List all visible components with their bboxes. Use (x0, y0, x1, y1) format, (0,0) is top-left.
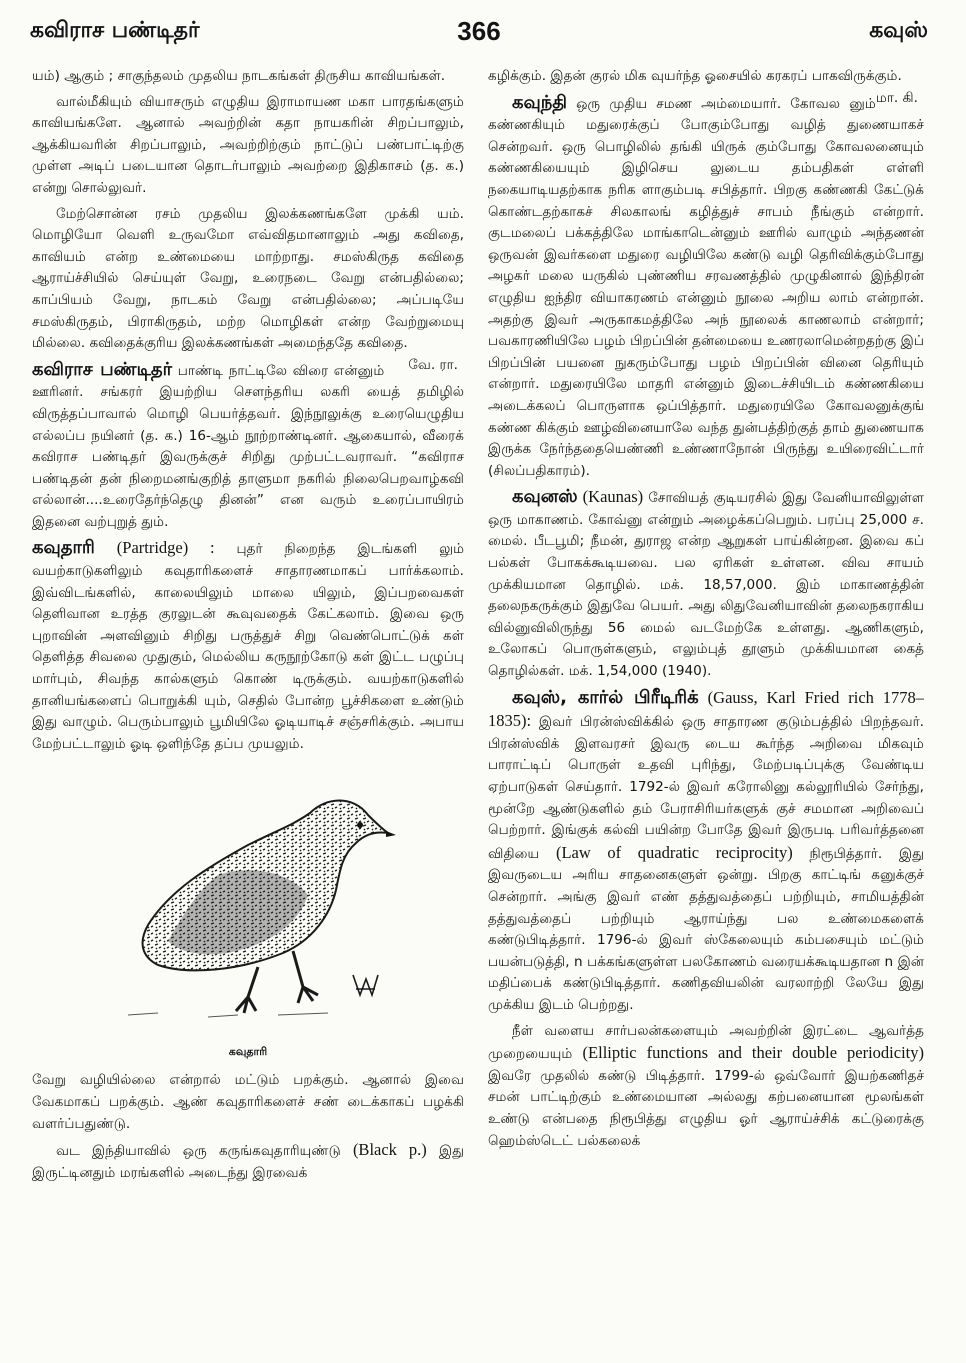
entry-body-part-2: நிரூபித்தார். இது இவருடைய அரிய சாதனைகளுள் ஒன்று. பிறகு காட்டிங் கனுக்குச் சென்றார். அங்கு இவர் எண் தத்துவத்தைப் பற்றியும், சாமியத்தின் தத்துவத்தைப் பற்றியும் ஆராய்ந்து பல உண்மைகளைக் கண்டுபிடித்தார். 1796-ல் இவர் ஸ்கேலையும் கம்பசையும் மட்டும் பயன்படுத்தி, n பக்கங்களுள்ள பலகோணம் வரையக்கூடியதான n இன் மதிப்பைக் கண்டுபிடித்தார். கணிதவியலின் வரலாற்றி லேயே இது முக்கிய இடம் பெற்றது. (488, 845, 924, 1013)
author-signature: வே. ரா. (408, 356, 458, 373)
partridge-figure (32, 775, 464, 1060)
right-paragraph-2 (488, 1021, 924, 1153)
left-column (32, 66, 464, 1351)
right-paragraph-2-text-b: இவரே முதலில் கண்டு பிடித்தார். 1799-ல் ஒவ்வோர் இயற்கணிதச் சமன் பாட்டிற்கும் உண்மையான அல்லது கற்பனையான மூலங்கள் உண்டு என்பதை நிரூபித்து எழுதிய ஓர் ஆராய்ச்சிக் கட்டுரைக்கு ஹெம்ஸ்டெட் பல்கலைக் (488, 1067, 924, 1149)
page-number: 366 (457, 16, 501, 46)
left-paragraph-5-text-a: வட இந்தியாவில் ஒரு கருங்கவுதாரியுண்டு (56, 1143, 341, 1160)
entry-english-term: (Law of quadratic reciprocity) (555, 842, 793, 862)
entry-gauss (488, 687, 924, 1017)
entry-body: பாண்டி நாட்டிலே விரை என்னும் ஊரினர். சங்கரர் இயற்றிய சௌந்தரிய லகரி யைத் தமிழில் விருத்தப்பாவால் மொழி பெயர்த்தவர். இந்நூலுக்கு உரையெழுதிய எல்லப்ப நயினர் (த. க.) 16-ஆம் நூற்றாண்டினர். ஆகையால், வீரைக் கவிராச பண்டிதர் இவருக்குச் சிறிது முற்பட்டவராவர். “கவிராச பண்டிதன் தன் நிறைமனங்குறித் தாளுமா நகரில் நிலைபெறவாழ்கவி எல்லான்....உரைதேர்ந்தெழு தினன்” என வரும் உரைப்பாயிரம் இதனை வற்புறுத் தும். (32, 362, 464, 530)
entry-english-term: (Gauss, Karl Fried rich 1778–1835): (488, 687, 924, 731)
left-paragraph-2: வால்மீகியும் வியாசரும் எழுதிய இராமாயண மகா பாரதங்களும் காவியங்களே. ஆனால் அவற்றின் கதா நாயகரின் சிறப்பாலும், ஆக்கியவரின் சிறப்பாலும், அவற்றிற்கும் நாட்டுப் பண்பாட்டிற்கு முள்ள அடிப் படையான தொடர்பாலும் அவற்றை இதிகாசம் (த. க.) என்று சொல்லுவர். (32, 93, 464, 196)
entry-kaviraja-panditar (32, 359, 464, 534)
entry-english-term: (Black p.) (352, 1140, 427, 1160)
right-paragraph-2-text-a: நீள் வளைய சார்பலன்களையும் அவற்றின் இரட்டை ஆவர்த்த முறையையும் (488, 1022, 924, 1063)
running-header (30, 18, 928, 62)
entry-kaunas (488, 486, 924, 682)
right-paragraph-1-text: கழிக்கும். இதன் குரல் மிக வுயர்ந்த ஓசையில் கரகரப் பாகவிருக்கும். (488, 68, 902, 84)
entry-body: சோவியத் குடியரசில் இது வேனியாவிலுள்ள ஒரு மாகாணம். கோவ்னு என்றும் அழைக்கப்பெறும். பரப்பு 25,000 ச. மைல். பீடபூமி; நீமன், துராஜ என்ற ஆறுகள் பாய்கின்றன. இவை கப் பல்கள் போகக்கூடியவை. பல ஏரிகள் உள்ளன. விவ சாயம் முக்கியமான தொழில். மக். 18,57,000. இம் மாகாணத்தின் தலைநகருக்கும் இதுவே பெயர். அது லிதுவேனியாவின் தலைநகராகிய வில்னுவிலிருந்து 56 மைல் வடமேற்கே உள்ளது. ஆணிகளும், உலோகப் பொருள்களும், எலும்புத் தூளும் முக்கியமான கைத் தொழில்கள். மக். 1,54,000 (1940). (488, 490, 924, 680)
right-column (488, 66, 924, 1351)
entry-headword: கவிராச பண்டிதர் (32, 358, 173, 380)
entry-english-term: (Partridge) : (116, 538, 215, 558)
partridge-illustration (98, 775, 398, 1035)
entry-body-part-1: இவர் பிரன்ஸ்விக்கில் ஒரு சாதாரண குடும்பத்தில் பிறந்தவர். பிரன்ஸ்விக் இளவரசர் இவரு டைய கூர்ந்த அறிவை மிகவும் பாராட்டிப் பொருள் உதவி புரிந்து, மேற்படிப்புக்கு வேண்டிய ஏற்பாடுகள் செய்தார். 1792-ல் இவர் கரோலினு கல்லூரியில் சேர்ந்து, மூன்றே ஆண்டுகளில் தம் பேராசிரியர்களுக் குச் சமமான அறிவைப் பெற்றார். இங்குக் கல்வி பயின்ற போதே இவர் இருபடி பரிவர்த்தனை விதியை (488, 714, 924, 862)
left-paragraph-5-text-b: இது இருட்டினதும் மரங்களில் அடைந்து இரவைக் (32, 1143, 464, 1181)
entry-kavuthari (32, 537, 464, 755)
header-left-title: கவிராச பண்டிதர் (30, 18, 200, 43)
entry-english-term: (Elliptic functions and their double periodicity) (582, 1043, 924, 1063)
left-paragraph-4: வேறு வழியில்லை என்றால் மட்டும் பறக்கும். ஆனால் இவை வேகமாகப் பறக்கும். ஆண் கவுதாரிகளைச் சண் டைக்காகப் பழக்கி வளர்ப்பதுண்டு. (32, 1072, 464, 1132)
entry-headword: கவுதாரி (32, 537, 95, 559)
entry-body: புதர் நிறைந்த இடங்களி லும் வயற்காடுகளிலும் கவுதாரிகளைச் சாதாரணமாகப் பார்க்கலாம். இவ்விடங்களில், காலையிலும் மாலை யிலும், இப்பறவைகள் தெளிவான உரத்த குரலுடன் கூவுவதைக் கேட்கலாம். இவை ஒரு புறாவின் அளவினும் சிறிது பருத்துச் சிறு வெண்பொட்டுக் கள் தெளித்த சிவலை முதுகும், மெல்லிய கருநூற்கோடு கள் இட்ட பழுப்பு மார்பும், சிவந்த கால்களும் கொண் டிருக்கும். வயற்காடுகளில் தானியங்களைப் பொறுக்கி யும், செதில் போன்ற பூச்சிகளை உண்டும் இது வாழும். பெரும்பாலும் பூமியிலே ஓடியாடிச் சஞ்சரிக்கும். அபாய மேற்பட்டாலும் ஓடி ஒளிந்தே தப்ப முயலும். (32, 541, 464, 752)
entry-body: ஒரு முதிய சமண அம்மையார். கோவல னும் கண்ணகியும் மதுரைக்குப் போகும்போது வழித் துணையாகச் சென்றவர். ஒரு பொழிலில் தங்கி யிருக் கும்போது கோவலனையும் கண்ணகியையும் இழிசெய லுடைய தம்பதிகள் எள்ளி நகையாடியதற்காக நரிக ளாகும்படி சபித்தார். பிறகு கண்ணகி கேட்டுக் கொண்டதற்காகச் சிலகாலங் கழித்துச் சாபம் நீங்கும் என்றார். குடமலைப் பக்கத்திலே மாங்காடென்னும் ஊரில் வாழும் அந்தணன் ஒருவன் இவர்களை மதுரை வழியிலே கண்டு வழி தெரிவிக்கும்போது அழகர் மலை யருகில் புண்ணிய சரவணத்தில் முழுகினால் இந்திரன் எழுதிய ஐந்திர வியாகரணம் என்னும் நூலை அறிய லாம் என்றான். அதற்கு இவர் அருகாகமத்திலே அந் நூலைக் காணலாம் என்றார்; பவகாரணியிலே பழம் பிறப்பின் தன்மையை உணரலாமென்றதற்கு இப் பிறப்பின் பயனை நுகரும்போது பழம் பிறப்பின் வினை தெரியும் என்றார். மதுரையிலே மாதரி என்னும் இடைச்சியிடம் கண்ணகியை அடைக்கலப் பொருளாக ஒப்பித்தார். மதுரையிலே கோவலனுக்குங் கண்ண கிக்கும் ஊழ்வினையாலே வந்த துன்பத்திற்குத் தாம் துணையாக இருக்க நேர்ந்ததையெண்ணி உண்ணாநோன் பிருந்து உயிரைவிட்டார் (சிலப்பதிகாரம்). (488, 95, 924, 479)
left-paragraph-5 (32, 1139, 464, 1184)
entry-headword: கவுஸ், கார்ல் பிரீடிரிக் (512, 686, 699, 708)
entry-headword: கவுந்தி (512, 91, 568, 113)
figure-caption: கவுதாரி (228, 1045, 268, 1059)
entry-kavunthi (488, 92, 924, 483)
entry-english-term: (Kaunas) (582, 487, 644, 507)
author-signature: மா. கி. (875, 89, 918, 106)
header-right-title: கவுஸ் (869, 18, 928, 43)
left-paragraph-3-text: மேற்சொன்ன ரசம் முதலிய இலக்கணங்களே முக்கி யம். மொழியோ வெளி உருவமோ எவ்விதமானாலும் அது கவிதை, காவியம் என்ற உண்மையை மாற்றாது. சமஸ்கிருத கவிதை ஆராய்ச்சியில் செய்யுள் வேறு, உரைநடை வேறு என்பதில்லை; காப்பியம் வேறு, நாடகம் வேறு என்பதில்லை; அப்படியே சமஸ்கிருதம், பிராகிருதம், மற்ற மொழிகள் என்ற வேற்றுமையு மில்லை. கவிதைக்குரிய இலக்கணங்கள் அமைந்ததே கவிதை. (32, 205, 464, 352)
left-paragraph-1: யம்) ஆகும் ; சாகுந்தலம் முதலிய நாடகங்கள் திருசிய காவியங்கள். (32, 68, 446, 84)
entry-headword: கவுனஸ் (512, 486, 578, 508)
